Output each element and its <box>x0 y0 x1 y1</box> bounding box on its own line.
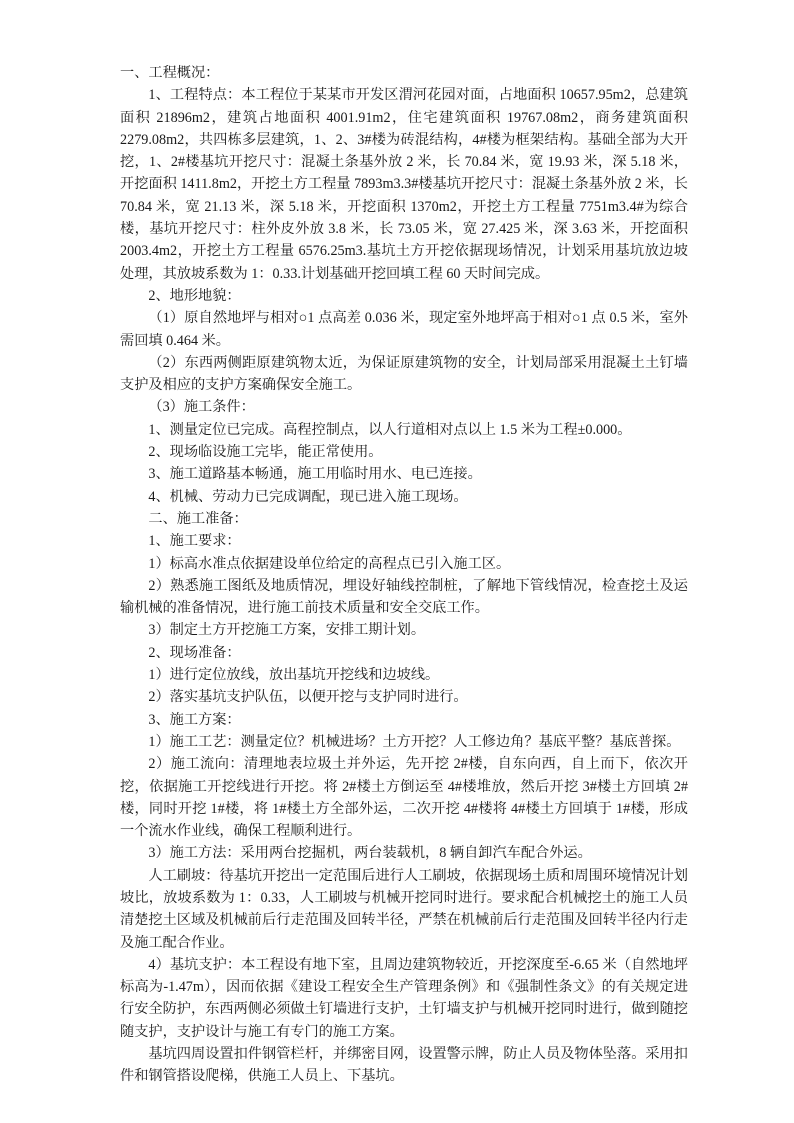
section-heading: 一、工程概况： <box>120 65 220 81</box>
paragraph: 2）落实基坑支护队伍，以便开挖与支护同时进行。 <box>148 689 468 706</box>
paragraph: 二、施工准备： <box>148 510 248 527</box>
paragraph: 3、施工道路基本畅通，施工用临时用水、电已连接。 <box>148 466 482 483</box>
paragraph: 4、机械、劳动力已完成调配，现已进入施工现场。 <box>148 488 468 505</box>
paragraph: 人工刷坡：待基坑开挖出一定范围后进行人工刷坡，依据现场土质和周围环境情况计划坡比，放坡系数为 1：0.33，人工刷坡与机械开挖同时进行。要求配合机械挖土的施工人员清楚挖土区域及机械前后行走范围及回转半径，严禁在机械前后行走范围及回转半径内行走及施工配合作业。 <box>120 867 688 951</box>
paragraph: 2）熟悉施工图纸及地质情况，埋设好轴线控制桩，了解地下管线情况，检查挖土及运输机械的准备情况，进行施工前技术质量和安全交底工作。 <box>120 577 688 617</box>
paragraph: 4）基坑支护：本工程设有地下室，且周边建筑物较近，开挖深度至-6.65 米（自然地坪标高为-1.47m），因而依据《建设工程安全生产管理条例》和《强制性条文》的有关规定进行安全防护，东西两侧必须做土钉墙进行支护，土钉墙支护与机械开挖同时进行，做到随挖随支护，支护设计与施工有专门的施工方案。 <box>120 956 688 1040</box>
paragraph: 2）施工流向：清理地表垃圾土并外运，先开挖 2#楼，自东向西，自上而下，依次开挖，依据施工开挖线进行开挖。将 2#楼土方倒运至 4#楼堆放，然后开挖 3#楼土方回填 2#楼，同时开挖 1#楼，将 1#楼土方全部外运，二次开挖 4#楼将 4#楼土方回填于 1#楼，形成一个流水作业线，确保工程顺利进行。 <box>120 756 688 840</box>
paragraph: 1）进行定位放线，放出基坑开挖线和边坡线。 <box>148 667 440 684</box>
paragraph: （1）原自然地坪与相对○1 点高差 0.036 米，现定室外地坪高于相对○1 点 0.5 米，室外需回填 0.464 米。 <box>120 310 688 349</box>
document-page <box>120 62 688 1088</box>
paragraph: 3、施工方案： <box>148 711 241 728</box>
paragraph: 1）施工工艺：测量定位？机械进场？土方开挖？人工修边角？基底平整？基底普探。 <box>148 733 681 750</box>
paragraph: 3）制定土方开挖施工方案，安排工期计划。 <box>148 622 426 639</box>
paragraph: （2）东西两侧距原建筑物太近，为保证原建筑物的安全，计划局部采用混凝土土钉墙支护及相应的支护方案确保安全施工。 <box>120 354 688 394</box>
paragraph: 1、施工要求： <box>148 533 241 550</box>
paragraph: 2、地形地貌： <box>148 287 241 304</box>
paragraph: 1、工程特点：本工程位于某某市开发区渭河花园对面，占地面积 10657.95m2，总建筑面积 21896m2，建筑占地面积 4001.91m2，住宅建筑面积 19767.08m2，商务建筑面积 2279.08m2，共四栋多层建筑，1、2、3#楼为砖混结构，4#楼为框架结构。基础全部为大开挖，1、2#楼基坑开挖尺寸：混凝土条基外放 2 米，长 70.84 米，宽 19.93 米，深 5.18 米，开挖面积 1411.8m2，开挖土方工程量 7893m3.3#楼基坑开挖尺寸：混凝土条基外放 2 米，长 70.84 米，宽 21.13 米，深 5.18 米，开挖面积 1370m2，开挖土方工程量 7751m3.4#为综合楼，基坑开挖尺寸：柱外皮外放 3.8 米，长 73.05 米，宽 27.425 米，深 3.63 米，开挖面积 2003.4m2，开挖土方工程量 6576.25m3.基坑土方开挖依据现场情况，计划采用基坑放边坡处理，其放坡系数为 1：0.33.计划基础开挖回填工程 60 天时间完成。 <box>120 87 688 282</box>
paragraph: 2、现场临设施工完毕，能正常使用。 <box>148 444 383 461</box>
paragraph: （3）施工条件： <box>148 399 255 416</box>
paragraph: 2、现场准备： <box>148 644 241 661</box>
paragraph: 1）标高水准点依据建设单位给定的高程点已引入施工区。 <box>148 555 511 572</box>
paragraph: 基坑四周设置扣件钢管栏杆，并绑密目网，设置警示牌，防止人员及物体坠落。采用扣件和钢管搭设爬梯，供施工人员上、下基坑。 <box>120 1046 688 1085</box>
paragraph: 1、测量定位已完成。高程控制点，以人行道相对点以上 1.5 米为工程±0.000。 <box>148 421 632 438</box>
paragraph: 3）施工方法：采用两台挖掘机，两台装载机，8 辆自卸汽车配合外运。 <box>148 845 592 862</box>
